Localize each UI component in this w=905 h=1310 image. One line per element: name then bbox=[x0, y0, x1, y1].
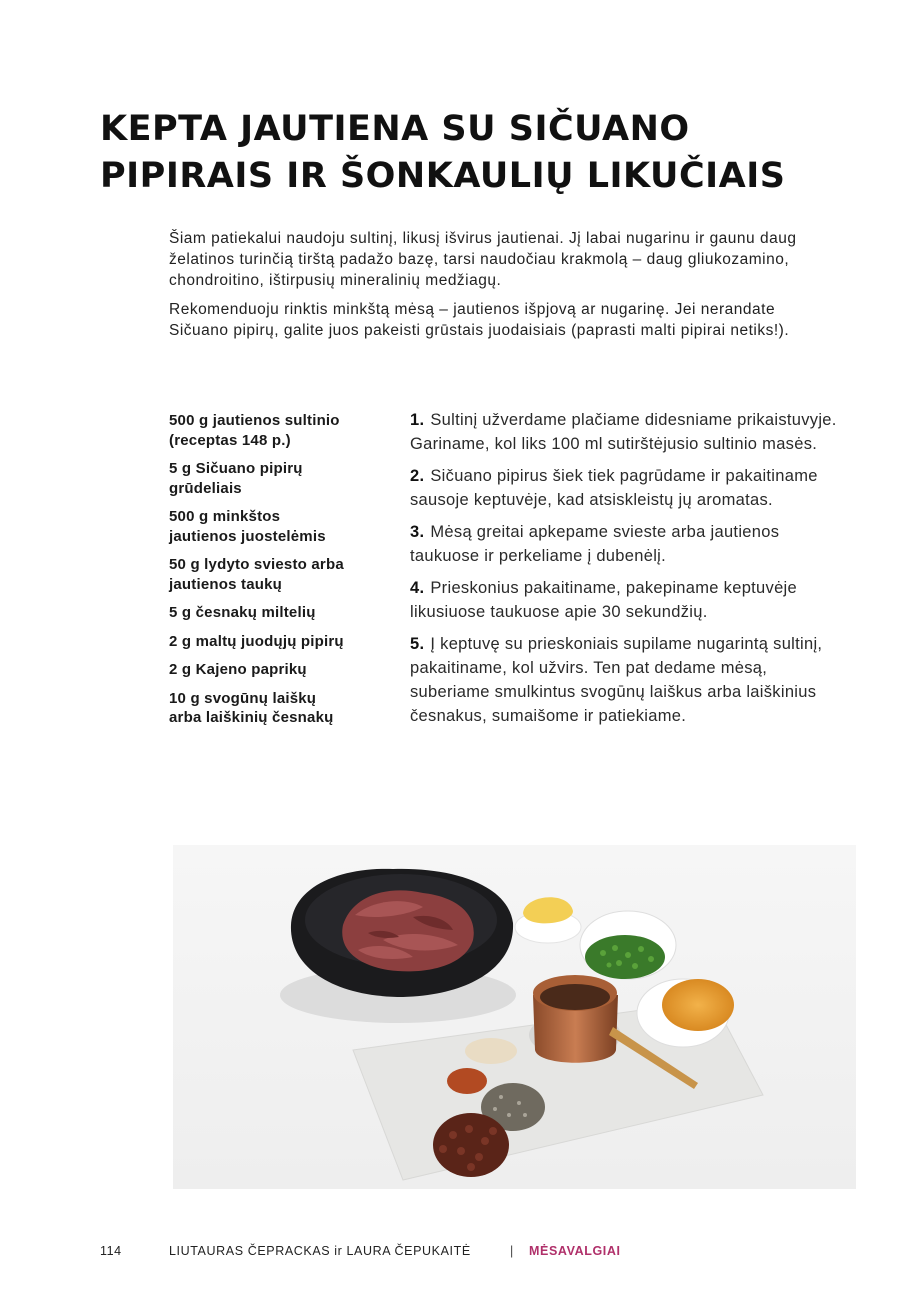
recipe-photo bbox=[173, 845, 856, 1189]
ingredients-list bbox=[169, 411, 384, 737]
steps-list bbox=[410, 408, 850, 736]
ingredient-item: 5 g česnakų miltelių bbox=[169, 604, 316, 621]
step-text: Mėsą greitai apkepame svieste arba jautienos taukuose ir perkeliame į dubenėlį. bbox=[410, 523, 780, 565]
ingredient-item: 500 g minkštos jautienos juostelėmis bbox=[169, 508, 326, 545]
step-number: 2. bbox=[410, 467, 425, 485]
intro-text bbox=[169, 228, 829, 349]
step-number: 5. bbox=[410, 635, 425, 653]
ingredient-item: 2 g Kajeno paprikų bbox=[169, 661, 307, 678]
recipe-title bbox=[100, 106, 880, 200]
page-footer bbox=[100, 1244, 860, 1264]
step-item bbox=[410, 464, 850, 512]
recipe-title-line-1: KEPTA JAUTIENA SU SIČUANO bbox=[100, 109, 690, 149]
ingredient-item: 50 g lydyto sviesto arba jautienos taukų bbox=[169, 556, 344, 593]
ingredient-item: 10 g svogūnų laiškų arba laiškinių česnakų bbox=[169, 689, 334, 726]
step-text: Į keptuvę su prieskoniais supilame nugarintą sultinį, pakaitiname, kol užvirs. Ten pat dedame mėsą, suberiame smulkintus svogūnų laiškus arba laiškinius česnakus, sumaišome ir patiekiame. bbox=[410, 635, 823, 725]
footer-separator: | bbox=[510, 1244, 514, 1258]
page-number: 114 bbox=[100, 1244, 122, 1258]
step-number: 4. bbox=[410, 579, 425, 597]
step-text: Prieskonius pakaitiname, pakepiname keptuvėje likusiuose taukuose apie 30 sekundžių. bbox=[410, 579, 797, 621]
step-number: 1. bbox=[410, 411, 425, 429]
step-item bbox=[410, 520, 850, 568]
step-text: Sultinį užverdame plačiame didesniame prikaistuvyje. Gariname, kol liks 100 ml sutirštėjusio sultinio masės. bbox=[410, 411, 837, 453]
step-text: Sičuano pipirus šiek tiek pagrūdame ir pakaitiname sausoje keptuvėje, kad atsiskleistų jų aromatas. bbox=[410, 467, 818, 509]
footer-section-name: MĖSAVALGIAI bbox=[529, 1244, 621, 1258]
ingredient-item: 500 g jautienos sultinio (receptas 148 p.) bbox=[169, 412, 340, 449]
step-number: 3. bbox=[410, 523, 425, 541]
footer-authors: LIUTAURAS ČEPRACKAS ir LAURA ČEPUKAITĖ bbox=[169, 1244, 471, 1258]
intro-paragraph: Šiam patiekalui naudoju sultinį, likusį išvirus jautienai. Jį labai nugarinu ir gaunu daug želatinos turinčią tirštą padažo bazę, tarsi naudočiau krakmolą – daug gliukozamino, chondroitino, ištirpusių mineralinių medžiagų. bbox=[169, 230, 797, 289]
recipe-title-line-2: PIPIRAIS IR ŠONKAULIŲ LIKUČIAIS bbox=[100, 156, 786, 196]
ingredient-item: 2 g maltų juodųjų pipirų bbox=[169, 632, 344, 650]
step-item bbox=[410, 576, 850, 624]
intro-paragraph: Rekomenduoju rinktis minkštą mėsą – jautienos išpjovą ar nugarinę. Jei nerandate Sičuano pipirų, galite juos pakeisti grūstais juodaisiais (paprasti malti pipirai netiks!). bbox=[169, 301, 790, 339]
step-item bbox=[410, 632, 850, 728]
ingredient-item: 5 g Sičuano pipirų grūdeliais bbox=[169, 460, 303, 497]
step-item bbox=[410, 408, 850, 456]
